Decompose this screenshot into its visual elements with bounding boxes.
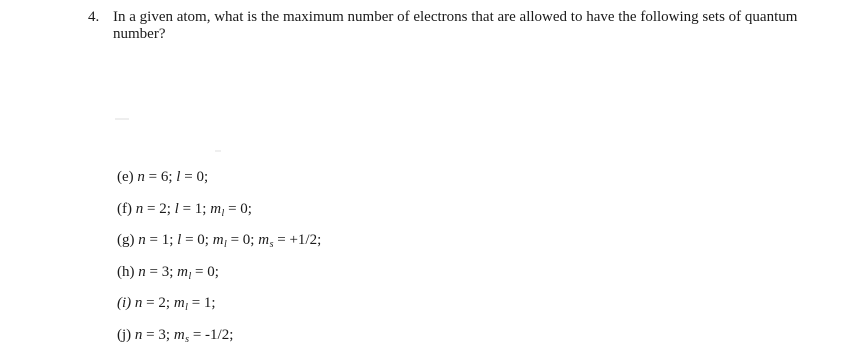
quantum-term <box>135 295 170 311</box>
equals-sign: = <box>182 200 192 217</box>
quantum-value: 3 <box>158 326 166 343</box>
quantum-term <box>177 232 209 248</box>
quantum-value: 2 <box>159 200 167 217</box>
quantum-value: 0 <box>196 169 204 185</box>
quantum-value: 1 <box>203 295 212 311</box>
term-separator: ; <box>165 326 171 343</box>
quantum-symbol: n <box>138 232 146 248</box>
quantum-value: 0 <box>240 200 248 217</box>
equals-sign: = <box>146 295 155 311</box>
quantum-term <box>135 327 170 343</box>
equals-sign: = <box>228 200 237 217</box>
quantum-symbol: l <box>174 200 179 217</box>
equals-sign: = <box>146 326 155 343</box>
quantum-subscript: s <box>269 239 274 250</box>
quantum-value: 2 <box>158 295 166 311</box>
quantum-symbol: n <box>134 295 143 311</box>
quantum-term <box>174 295 216 311</box>
quantum-subscript: l <box>224 239 227 250</box>
quantum-symbol: l <box>176 169 181 185</box>
question-number: 4. <box>88 9 100 25</box>
quantum-term <box>213 232 255 248</box>
quantum-symbol: n <box>134 326 143 343</box>
quantum-term <box>137 169 172 185</box>
term-separator: ; <box>229 326 234 343</box>
quantum-term <box>210 201 252 217</box>
quantum-value: 0 <box>242 232 251 248</box>
term-separator: ; <box>214 263 219 280</box>
part-label: (h) <box>117 263 135 280</box>
quantum-value: 1 <box>161 232 170 248</box>
term-separator: ; <box>168 169 173 185</box>
term-separator: ; <box>317 232 322 248</box>
quantum-value: 3 <box>161 263 170 280</box>
part-label: (j) <box>117 326 132 343</box>
term-separator: ; <box>211 295 216 311</box>
equals-sign: = <box>192 326 202 343</box>
term-separator: ; <box>165 295 171 311</box>
quantum-value: +1/2 <box>289 232 318 248</box>
equals-sign: = <box>277 232 286 248</box>
quantum-symbol: n <box>138 263 146 280</box>
quantum-subscript: s <box>185 333 190 345</box>
quantum-symbol: m <box>210 200 222 217</box>
quantum-term <box>258 232 321 248</box>
term-separator: ; <box>169 263 174 280</box>
quantum-symbol: n <box>135 200 144 217</box>
question-text: In a given atom, what is the maximum number of electrons that are allowed to have the following sets of quantum number? <box>113 9 798 42</box>
quantum-term <box>138 232 173 248</box>
quantum-value: 1 <box>194 200 203 217</box>
equals-sign: = <box>149 263 158 280</box>
term-separator: ; <box>166 200 171 217</box>
equals-sign: = <box>184 169 193 185</box>
scan-artifact <box>115 118 129 120</box>
term-separator: ; <box>250 232 255 248</box>
equals-sign: = <box>148 169 158 185</box>
quantum-subscript: l <box>188 270 192 282</box>
quantum-value: 0 <box>207 263 215 280</box>
quantum-value: 6 <box>160 169 169 185</box>
quantum-symbol: n <box>137 169 145 185</box>
part-item <box>117 288 321 320</box>
quantum-symbol: m <box>177 263 188 280</box>
equals-sign: = <box>149 232 158 248</box>
part-label: (f) <box>117 200 132 217</box>
quantum-number-parts-list <box>117 162 321 351</box>
part-item <box>117 225 321 257</box>
quantum-symbol: l <box>177 232 182 248</box>
quantum-term <box>174 327 234 343</box>
quantum-subscript: l <box>185 302 188 313</box>
equals-sign: = <box>185 232 194 248</box>
term-separator: ; <box>202 200 207 217</box>
equals-sign: = <box>230 232 240 248</box>
term-separator: ; <box>169 232 174 248</box>
scan-artifact <box>215 150 221 152</box>
quantum-value: 0 <box>197 232 205 248</box>
equals-sign: = <box>195 263 204 280</box>
quantum-symbol: m <box>173 326 185 343</box>
quantum-term <box>136 201 171 217</box>
term-separator: ; <box>204 232 209 248</box>
quantum-subscript: l <box>221 207 225 219</box>
quantum-term <box>138 264 173 280</box>
part-item <box>117 162 321 194</box>
term-separator: ; <box>203 169 209 185</box>
part-label: (e) <box>117 169 134 185</box>
part-item <box>117 257 321 289</box>
quantum-term <box>176 169 208 185</box>
quantum-symbol: m <box>212 232 224 248</box>
equals-sign: = <box>147 200 156 217</box>
quantum-symbol: m <box>173 295 185 311</box>
equals-sign: = <box>191 295 201 311</box>
quantum-term <box>177 264 219 280</box>
quantum-symbol: m <box>258 232 270 248</box>
term-separator: ; <box>247 200 252 217</box>
part-label: (i) <box>117 295 132 311</box>
quantum-value: -1/2 <box>205 326 230 343</box>
part-item <box>117 194 321 226</box>
part-label: (g) <box>117 232 135 248</box>
part-item <box>117 320 321 352</box>
quantum-term <box>175 201 207 217</box>
